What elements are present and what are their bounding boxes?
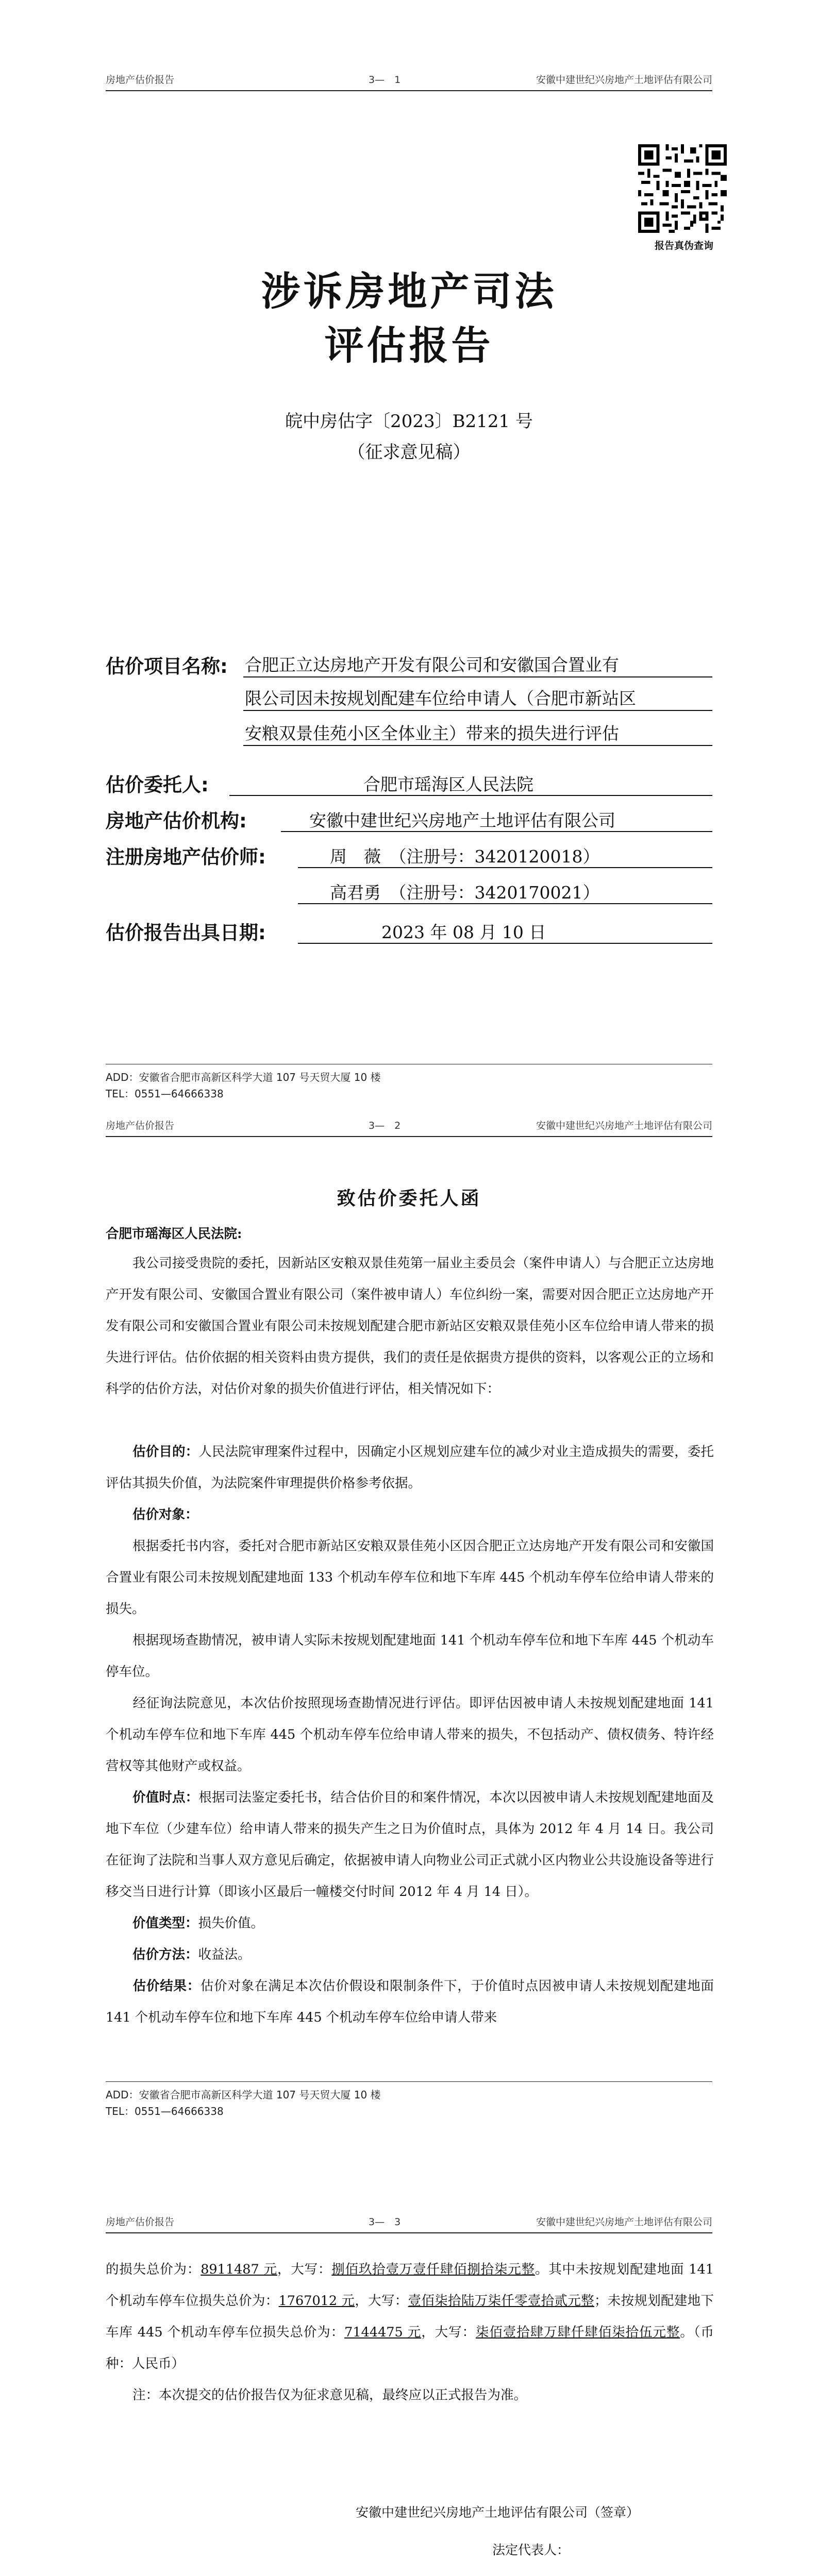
letter-intro-text: 我公司接受贵院的委托，因新站区安粮双景佳苑第一届业主委员会（案件申请人）与合肥正立达房地产开发有限公司、安徽国合置业有限公司（案件被申请人）车位纠纷一案，需要对因合肥正立达房地产开发有限公司和安徽国合置业有限公司未按规划配建合肥市新站区安粮双景佳苑小区车位给申请人带来的损失进行评估。估价依据的相关资料由贵方提供，我们的责任是依据贵方提供的资料，以客观公正的立场和科学的估价方法，对估价对象的损失价值进行评估，相关情况如下： — [106, 1256, 714, 1397]
header-right: 安徽中建世纪兴房地产土地评估有限公司 — [536, 74, 712, 86]
appraiser-2: 高君勇 （注册号：3420170021） — [330, 883, 600, 903]
client-label: 估价委托人: — [106, 774, 209, 796]
footer-rule — [106, 2081, 712, 2082]
appraiser-label: 注册房地产估价师: — [106, 846, 266, 868]
result-text: 估价对象在满足本次估价假设和限制条件下，于价值时点因被申请人未按规划配建地面 141 个机动车停车位和地下车库 445 个机动车停车位给申请人带来 — [106, 1978, 714, 2025]
footer-address: ADD：安徽省合肥市高新区科学大道 107 号天贸大厦 10 楼 — [106, 1071, 381, 1083]
letter-intro — [106, 1248, 714, 1405]
project-line2: 限公司因未按规划配建车位给申请人（合肥市新站区 — [245, 688, 636, 708]
object-paragraph-2: 根据现场查勘情况，被申请人实际未按规划配建地面 141 个机动车停车位和地下车库 445 个机动车停车位。 — [106, 1633, 714, 1680]
underline — [281, 831, 712, 832]
footer-address: ADD：安徽省合肥市高新区科学大道 107 号天贸大厦 10 楼 — [106, 2089, 381, 2101]
total-loss-amount-cn: 捌佰玖拾壹万壹仟肆佰捌拾柒元整 — [331, 2262, 535, 2277]
underline — [298, 903, 712, 904]
appraiser-1: 周 薇 （注册号：3420120018） — [330, 846, 600, 867]
object-paragraph-3: 经征询法院意见，本次估价按照现场查勘情况进行评估。即评估因被申请人未按规划配建地面 141 个机动车停车位和地下车库 445 个机动车停车位给申请人带来的损失，不包括动产、债权债务、特许经营权等其他财产或权益。 — [106, 1696, 714, 1774]
header-rule — [106, 90, 712, 91]
footer-tel: TEL：0551—64666338 — [106, 2105, 224, 2117]
value-date-paragraph — [106, 1782, 714, 1908]
draft-note: （征求意见稿） — [347, 442, 471, 463]
underground-loss-amount-cn: 柒佰壹拾肆万肆仟肆佰柒拾伍元整 — [475, 2325, 680, 2340]
header-left: 房地产估价报告 — [106, 1120, 175, 1131]
footer-tel: TEL：0551—64666338 — [106, 1088, 224, 1100]
underline — [298, 943, 712, 944]
purpose-paragraph — [106, 1436, 714, 1499]
total-loss-amount: 8911487 元 — [201, 2262, 277, 2277]
header-right: 安徽中建世纪兴房地产土地评估有限公司 — [536, 1120, 712, 1131]
header-page-no: 3— 3 — [369, 2216, 401, 2228]
underline — [243, 676, 712, 677]
result-continuation: 的损失总价为：8911487 元，大写：捌佰玖拾壹万壹仟肆佰捌拾柒元整。其中未按规划配建地面 141 个机动车停车位损失总价为：1767012 元，大写：壹佰柒拾陆万柒仟零壹拾贰元整；未按规划配建地下车库 445 个机动车停车位损失总价为：7144475 元，大写：柒佰壹拾肆万肆仟肆佰柒拾伍元整。（币种：人民币） — [106, 2262, 714, 2371]
ground-loss-amount-cn: 壹佰柒拾陆万柒仟零壹拾贰元整 — [408, 2293, 594, 2309]
report-title-line2: 评估报告 — [324, 323, 494, 368]
ground-loss-amount: 1767012 元 — [278, 2293, 355, 2309]
page-header — [106, 72, 712, 88]
value-type-text: 损失价值。 — [198, 1916, 264, 1931]
page-2 — [0, 1113, 818, 2213]
header-page-no: 3— 1 — [369, 74, 401, 86]
method-paragraph — [106, 1939, 714, 1971]
qr-caption: 报告真伪查询 — [654, 240, 713, 251]
purpose-text: 人民法院审理案件过程中，因确定小区规划应建车位的减少对业主造成损失的需要，委托评估其损失价值，为法院案件审理提供价格参考依据。 — [106, 1444, 714, 1491]
issue-date-label: 估价报告出具日期: — [106, 922, 266, 944]
object-paragraph-1: 根据委托书内容，委托对合肥市新站区安粮双景佳苑小区因合肥正立达房地产开发有限公司和安徽国合置业有限公司未按规划配建地面 133 个机动车停车位和地下车库 445 个机动车停车位给申请人带来的损失。 — [106, 1538, 714, 1617]
issue-date-value: 2023 年 08 月 10 日 — [381, 922, 546, 942]
project-line3: 安粮双景佳苑小区全体业主）带来的损失进行评估 — [245, 723, 619, 743]
underline — [298, 867, 712, 868]
page-3 — [0, 2213, 818, 2576]
header-left: 房地产估价报告 — [106, 74, 175, 86]
header-rule — [106, 1136, 712, 1137]
page-header — [106, 1118, 712, 1133]
value-type-paragraph — [106, 1908, 714, 1939]
page-header — [106, 2214, 712, 2230]
header-page-no: 3— 2 — [369, 1120, 401, 1131]
report-number: 皖中房估字〔2023〕B2121 号 — [285, 411, 533, 432]
header-left: 房地产估价报告 — [106, 2216, 175, 2228]
method-label: 估价方法： — [132, 1947, 198, 1962]
object-heading — [106, 1499, 714, 1531]
underline — [229, 795, 712, 796]
header-right: 安徽中建世纪兴房地产土地评估有限公司 — [536, 2216, 712, 2228]
letter-title: 致估价委托人函 — [337, 1188, 481, 1209]
qr-code-icon — [638, 144, 727, 233]
underline — [243, 745, 712, 746]
value-date-label: 价值时点： — [132, 1790, 199, 1805]
underline — [243, 710, 712, 711]
project-line1: 合肥正立达房地产开发有限公司和安徽国合置业有 — [245, 655, 619, 675]
result-paragraph — [106, 1971, 714, 2033]
project-label: 估价项目名称: — [106, 655, 228, 677]
value-type-label: 价值类型： — [132, 1916, 198, 1931]
page-1 — [0, 0, 818, 1113]
client-value: 合肥市瑶海区人民法院 — [363, 774, 533, 794]
result-label: 估价结果： — [132, 1978, 201, 1994]
underground-loss-amount: 7144475 元 — [344, 2325, 422, 2340]
draft-note-paragraph: 注：本次提交的估价报告仅为征求意见稿，最终应以正式报告为准。 — [132, 2387, 527, 2403]
report-title-line1: 涉诉房地产司法 — [261, 268, 557, 314]
letter-addressee: 合肥市瑶海区人民法院: — [106, 1226, 242, 1242]
purpose-label: 估价目的： — [132, 1444, 199, 1460]
agency-value: 安徽中建世纪兴房地产土地评估有限公司 — [309, 810, 615, 831]
company-signature: 安徽中建世纪兴房地产土地评估有限公司（签章） — [356, 2505, 640, 2520]
value-date-text: 根据司法鉴定委托书，结合估价目的和案件情况，本次以因被申请人未按规划配建地面及地下车位（少建车位）给申请人带来的损失产生之日为价值时点，具体为 2012 年 4 月 14 日。我公司在征询了法院和当事人双方意见后确定，依据被申请人向物业公司正式就小区内物业公共设施设备等进行移交当日进行计算（即该小区最后一幢楼交付时间 2012 年 4 月 14 日）。 — [106, 1790, 714, 1900]
object-label: 估价对象： — [132, 1507, 198, 1522]
header-rule — [106, 2232, 712, 2233]
legal-representative: 法定代表人： — [492, 2543, 570, 2557]
method-text: 收益法。 — [198, 1947, 251, 1962]
agency-label: 房地产估价机构: — [106, 810, 247, 832]
